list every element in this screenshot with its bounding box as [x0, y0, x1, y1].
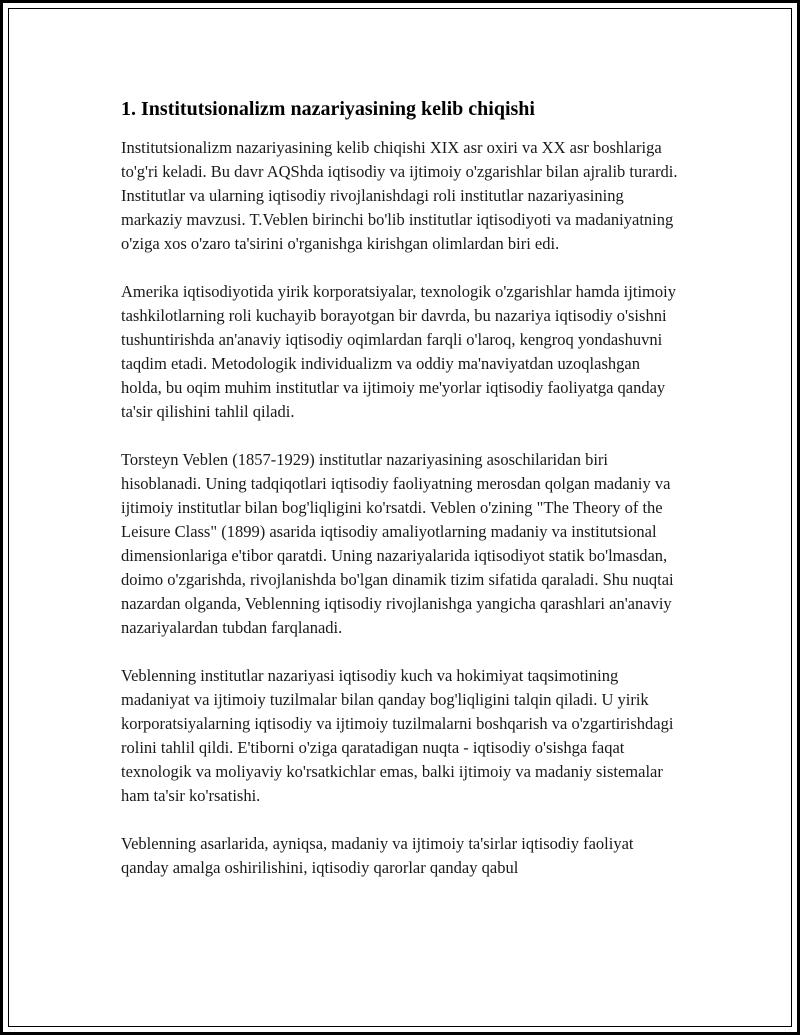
paragraph-1: Institutsionalizm nazariyasining kelib chiqishi XIX asr oxiri va XX asr boshlariga to'g'ri keladi. Bu davr AQShda iqtisodiy va ijtimoiy o'zgarishlar bilan ajralib turardi. Institutlar va ularning iqtisodiy rivojlanishdagi roli institutlar nazariyasining markaziy mavzusi. T.Veblen birinchi bo'lib institutlar iqtisodiyoti va madaniyatning o'ziga xos o'zaro ta'sirini o'rganishga kirishgan olimlardan biri edi. — [121, 138, 678, 253]
paragraph-3: Torsteyn Veblen (1857-1929) institutlar nazariyasining asoschilaridan biri hisoblanadi. Uning tadqiqotlari iqtisodiy faoliyatning merosdan qolgan madaniy va ijtimoiy institutlar bilan bog'liqligini ko'rsatdi. Veblen o'zining "The Theory of the Leisure Class" (1899) asarida iqtisodiy amaliyotlarning madaniy va institutsional dimensionlariga e'tibor qaratdi. Uning nazariyalarida iqtisodiyot statik bo'lmasdan, doimo o'zgarishda, rivojlanishda bo'lgan dinamik tizim sifatida qaraladi. Shu nuqtai nazardan olganda, Veblenning iqtisodiy rivojlanishga yangicha qarashlari an'anaviy nazariyalardan tubdan farqlanadi. — [121, 450, 674, 637]
section-heading: 1. Institutsionalizm nazariyasining kelib chiqishi — [121, 98, 535, 120]
document-body — [121, 96, 681, 904]
paragraph-5: Veblenning asarlarida, ayniqsa, madaniy va ijtimoiy ta'sirlar iqtisodiy faoliyat qanday amalga oshirilishini, iqtisodiy qarorlar qanday qabul — [121, 834, 634, 877]
paragraph-4: Veblenning institutlar nazariyasi iqtisodiy kuch va hokimiyat taqsimotining madaniyat va ijtimoiy tuzilmalar bilan qanday bog'liqligini talqin qiladi. U yirik korporatsiyalarning iqtisodiy va ijtimoiy tuzilmalarni boshqarish va o'zgartirishdagi rolini tahlil qildi. E'tiborni o'ziga qaratadigan nuqta - iqtisodiy o'sishga faqat texnologik va moliyaviy ko'rsatkichlar emas, balki ijtimoiy va madaniy sistemalar ham ta'sir ko'rsatishi. — [121, 666, 674, 805]
paragraph-2: Amerika iqtisodiyotida yirik korporatsiyalar, texnologik o'zgarishlar hamda ijtimoiy tashkilotlarning roli kuchayib borayotgan bir davrda, bu nazariya iqtisodiy o'sishni tushuntirishda an'anaviy iqtisodiy oqimlardan farqli o'laroq, kengroq yondashuvni taqdim etadi. Metodologik individualizm va oddiy ma'naviyatdan uzoqlashgan holda, bu oqim muhim institutlar va ijtimoiy me'yorlar iqtisodiy faoliyatga qanday ta'sir qilishini tahlil qiladi. — [121, 282, 676, 421]
